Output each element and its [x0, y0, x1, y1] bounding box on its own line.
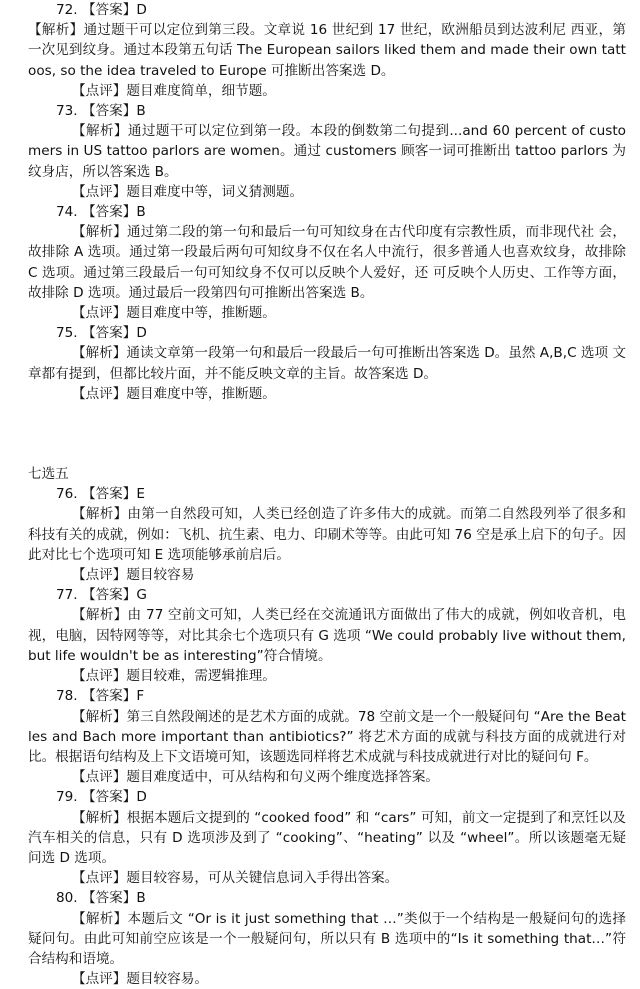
comment-75: 【点评】题目难度中等，推断题。 [72, 385, 276, 402]
analysis-73: 【解析】通过题干可以定位到第一段。本段的倒数第二句提到...and 60 percent of customers in US tattoo parlors are women。通过 customers 顾客一词可推断出 tattoo parlors 为纹身店，所以答案选 B。 [28, 123, 626, 180]
answer-78: 78. 【答案】F [56, 688, 145, 705]
analysis-72: 【解析】通过题干可以定位到第三段。文章说 16 世纪到 17 世纪，欧洲船员到达波利尼 西亚，第一次见到纹身。通过本段第五句话 The European sailors liked them and made their own tattoos, so the idea traveled to Europe 可推断出答案选 D。 [28, 22, 626, 79]
analysis-80: 【解析】本题后文 “Or is it just something that …”类似于一个结构是一般疑问句的选择疑问句。由此可知前空应该是一个一般疑问句，所以只有 B 选项中的“Is it something that…”符合结构和语境。 [28, 910, 626, 967]
comment-76: 【点评】题目较容易 [72, 567, 195, 584]
analysis-79: 【解析】根据本题后文提到的 “cooked food” 和 “cars” 可知，前文一定提到了和烹饪以及汽车相关的信息，只有 D 选项涉及到了 “cooking”、“heating” 以及 “wheel”。所以该题毫无疑问选 D 选项。 [28, 809, 626, 866]
comment-79: 【点评】题目较容易，可从关键信息词入手得出答案。 [72, 870, 399, 887]
analysis-76: 【解析】由第一自然段可知，人类已经创造了许多伟大的成就。而第二自然段列举了很多和科技有关的成就，例如：飞机、抗生素、电力、印刷术等等。由此可知 76 空是承上启下的句子。因此对比七个选项可知 E 选项能够承前启后。 [28, 506, 626, 563]
answer-80: 80. 【答案】B [56, 890, 146, 907]
answer-74: 74. 【答案】B [56, 204, 146, 221]
comment-74: 【点评】题目难度中等，推断题。 [72, 305, 276, 322]
section-title: 七选五 [28, 466, 69, 483]
comment-73: 【点评】题目难度中等，词义猜测题。 [72, 183, 304, 200]
answer-75: 75. 【答案】D [56, 325, 147, 342]
answer-77: 77. 【答案】G [56, 587, 147, 604]
analysis-77: 【解析】由 77 空前文可知，人类已经在交流通讯方面做出了伟大的成就，例如收音机，电视，电脑，因特网等等，对比其余七个选项只有 G 选项 “We could probably live without them, but life wouldn't be as interesting”符合情境。 [28, 607, 626, 664]
comment-72: 【点评】题目难度简单，细节题。 [72, 82, 276, 99]
answer-72: 72. 【答案】D [56, 2, 147, 18]
analysis-74: 【解析】通过第二段的第一句和最后一句可知纹身在古代印度有宗教性质，而非现代社 会，故排除 A 选项。通过第一段最后两句可知纹身不仅在名人中流行，很多普通人也喜欢纹身，故排除 C 选项。通过第三段最后一句可知纹身不仅可以反映个人爱好，还 可反映个人历史、工作等方面，故排除 D 选项。通过最后一段第四句可推断出答案选 B。 [28, 224, 626, 301]
answer-79: 79. 【答案】D [56, 789, 147, 806]
comment-78: 【点评】题目难度适中，可从结构和句义两个维度选择答案。 [72, 769, 440, 786]
answer-76: 76. 【答案】E [56, 486, 145, 503]
analysis-78: 【解析】第三自然段阐述的是艺术方面的成就。78 空前文是一个一般疑问句 “Are the Beatles and Bach more important than antibiotics?” 将艺术方面的成就与科技方面的成就进行对比。根据语句结构及上下文语境可知，该题选同样将艺术成就与科技成就进行对比的疑问句 F。 [28, 708, 626, 765]
comment-77: 【点评】题目较难，需逻辑推理。 [72, 668, 276, 685]
comment-80: 【点评】题目较容易。 [72, 971, 208, 988]
answer-73: 73. 【答案】B [56, 103, 146, 120]
reading-answers-group [28, 0, 626, 404]
analysis-75: 【解析】通读文章第一段第一句和最后一段最后一句可推断出答案选 D。虽然 A,B,C 选项 文章都有提到，但都比较片面，并不能反映文章的主旨。故答案选 D。 [28, 345, 626, 382]
seven-choose-five-answers-group [28, 484, 626, 989]
